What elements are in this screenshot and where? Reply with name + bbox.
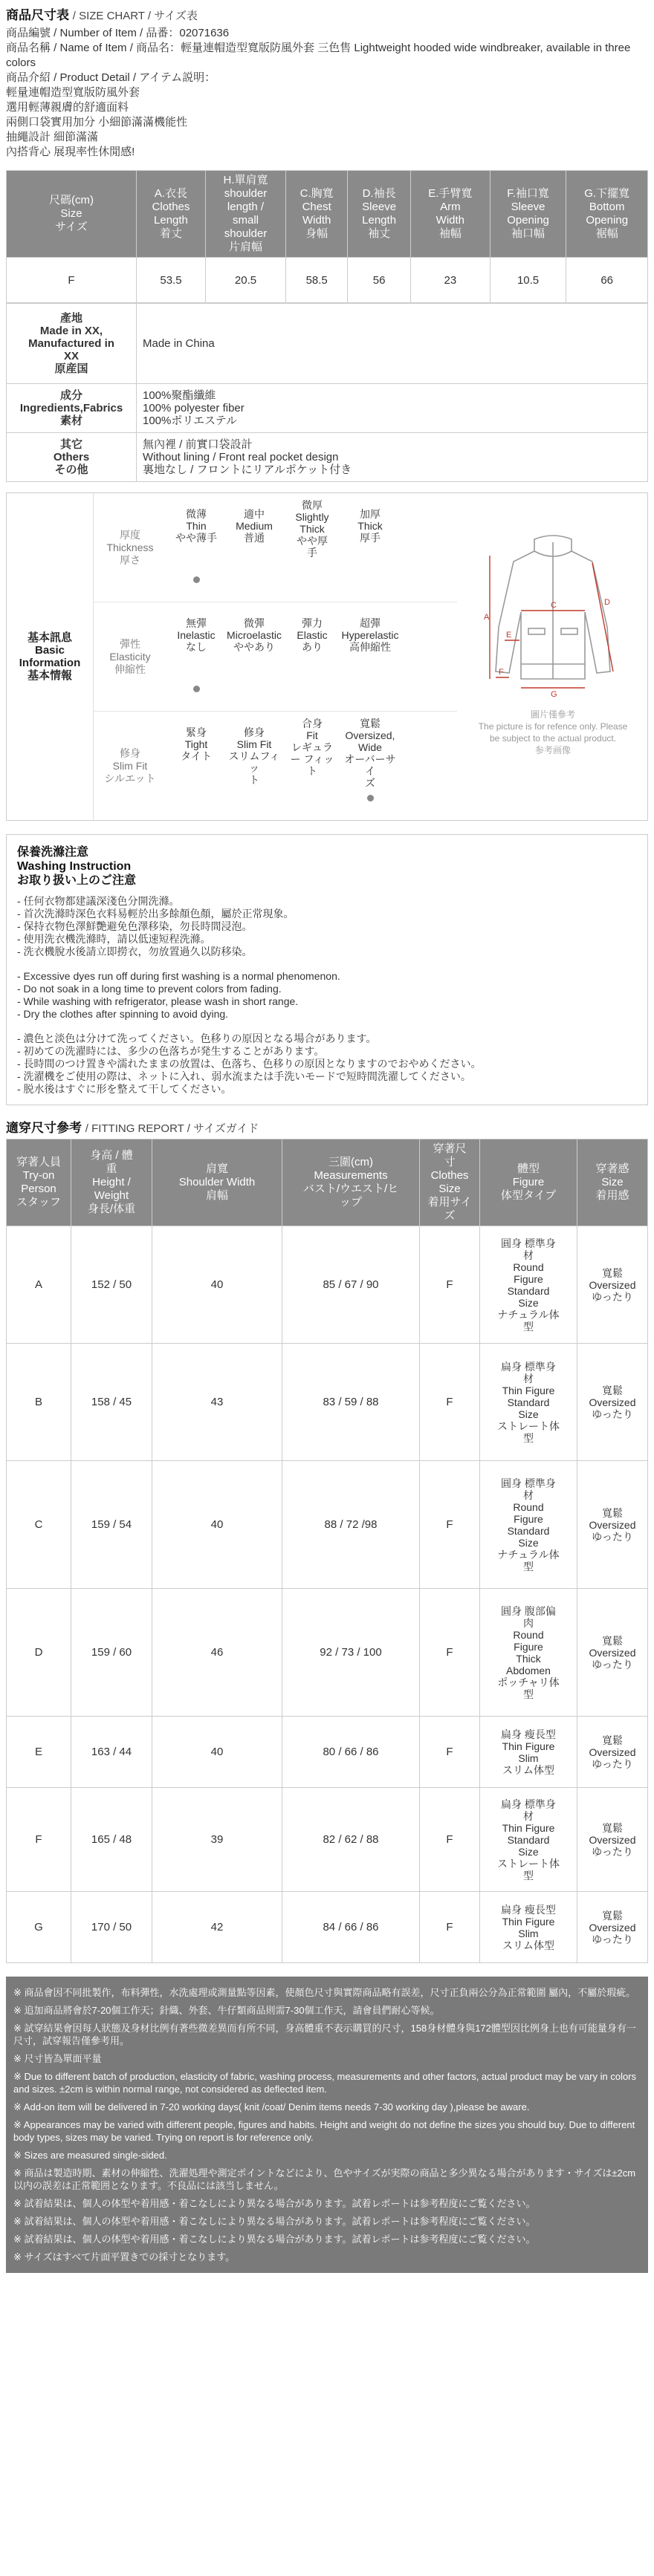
product-meta-table [6,303,648,482]
fit-height-weight: 165 / 48 [71,1788,152,1892]
note-line: ※ 試着結果は、個人の体型や着用感・着こなしにより異なる場合があります。試着レポートは参考程度にご覧ください。 [13,2216,536,2227]
fit-person: F [7,1788,71,1892]
fit-person: B [7,1344,71,1461]
product-detail-line: 兩側口袋實用加分 小細節滿滿機能性 [6,116,188,129]
fitting-header-cell: 三圍(cm) Measurements バスト/ウエスト/ヒ ップ [282,1139,420,1226]
feature-option [225,602,283,711]
size-chart-title-main: 商品尺寸表 [6,8,69,22]
size-cell: 58.5 [286,258,348,303]
meta-value: 無內裡 / 前實口袋設計 Without lining / Front real pocket design 裏地なし / フロントにリアルポケット付き [137,433,648,482]
meta-value: 100%聚酯纖維 100% polyester fiber 100%ポリエステル [137,384,648,433]
note-line: ※ 追加商品將會於7-20個工作天；針織、外套、牛仔類商品則需7-30個工作天，請會員們耐心等候。 [13,2005,440,2016]
fit-size: F [420,1892,480,1963]
fit-shoulder: 40 [152,1461,282,1589]
product-name: 商品名稱 / Name of Item / 商品名：輕量連帽造型寬版防風外套 三色售 Lightweight hooded wide windbreaker, available in three colors [6,42,631,69]
fit-height-weight: 170 / 50 [71,1892,152,1963]
fit-figure: 扁身 瘦長型 Thin Figure Slim スリム体型 [480,1717,577,1788]
meta-label: 成分 Ingredients,Fabrics 素材 [7,384,137,433]
size-header-cell: D.袖長 Sleeve Length 袖丈 [348,171,411,258]
fitting-row-g [7,1892,648,1963]
feature-option-label: 適中 Medium 普通 [236,508,273,544]
fitting-row-d [7,1589,648,1717]
feature-option-label: 緊身 Tight タイト [181,726,212,762]
fit-person: E [7,1717,71,1788]
feature-option [167,493,225,602]
feature-option [341,493,399,602]
diagram-letter: A [484,613,490,622]
feature-option [341,712,399,820]
size-table-row [7,258,648,303]
fit-person: G [7,1892,71,1963]
fit-shoulder: 39 [152,1788,282,1892]
note-line: ※ 尺寸皆為單面平量 [13,2053,102,2064]
fitting-row-f [7,1788,648,1892]
size-header-cell: C.胸寬 Chest Width 身幅 [286,171,348,258]
washing-instruction-panel [6,834,648,1105]
jacket-diagram [457,493,649,820]
fit-figure: 圓身 腹部偏 肉 Round Figure Thick Abdomen ポッチャリ体 型 [480,1589,577,1717]
size-chart-title-sub: / SIZE CHART / サイズ表 [72,10,198,22]
selected-dot-icon [193,686,200,692]
washing-line: - 洗衣機脫水後請立即撈衣，勿放置過久以防移染。 [17,946,253,957]
size-cell: 56 [348,258,411,303]
washing-line: - 首次洗滌時深色衣料易輕於出多餘顏色顏，屬於正常現象。 [17,908,294,920]
fit-size: F [420,1344,480,1461]
size-cell: 20.5 [205,258,285,303]
fit-measurements: 88 / 72 /98 [282,1461,420,1589]
note-line: ※ Appearances may be varied with different people, figures and habits. Height and weight do not define the sizes you should buy. Due to different body types, sizes may be varied. Trying on report is for reference only. [13,2119,635,2143]
fitting-row-e [7,1717,648,1788]
washing-line: - Dry the clothes after spinning to avoid dying. [17,1008,229,1020]
fit-measurements: 85 / 67 / 90 [282,1226,420,1344]
feature-name: 彈性 Elasticity 伸縮性 [109,637,151,675]
diagram-letter: F [499,668,504,677]
meta-row-others [7,433,648,482]
note-line: ※ 試着結果は、個人の体型や着用感・着こなしにより異なる場合があります。試着レポートは参考程度にご覧ください。 [13,2234,536,2245]
fitting-title-main: 適穿尺寸參考 [6,1121,82,1135]
fit-shoulder: 46 [152,1589,282,1717]
fit-shoulder: 43 [152,1344,282,1461]
fit-feel: 寬鬆 Oversized ゆったり [577,1892,648,1963]
washing-line: - 洗濯機をご使用の際は、ネットに入れ、弱水流または手洗いモードで短時間洗濯してください。 [17,1070,471,1082]
size-header-cell: 尺碼(cm) Size サイズ [7,171,137,258]
diagram-letter: E [506,631,512,640]
feature-option [167,602,225,711]
fit-figure: 扁身 標準身 材 Thin Figure Standard Size ストレート体 型 [480,1788,577,1892]
feature-option-label: 寬鬆 Oversized, Wide オーバーサイ ズ [344,718,396,789]
fitting-header-cell: 肩寬 Shoulder Width 肩幅 [152,1139,282,1226]
diagram-letter: D [604,598,610,607]
fit-figure: 圓身 標準身 材 Round Figure Standard Size ナチュラル体 型 [480,1461,577,1589]
fit-size: F [420,1226,480,1344]
washing-line: - 長時間のつけ置きや濡れたままの放置は、色落ち、色移りの原因となりますのでおやめください。 [17,1058,482,1070]
feature-option-label: 超彈 Hyperelastic 高伸縮性 [341,617,399,653]
fit-measurements: 83 / 59 / 88 [282,1344,420,1461]
size-header-cell: H.單肩寬 shoulder length / small shoulder 片肩幅 [205,171,285,258]
meta-row-origin [7,304,648,384]
fit-figure: 扁身 標準身 材 Thin Figure Standard Size ストレート体 型 [480,1344,577,1461]
feature-option-label: 無彈 Inelastic なし [177,617,216,653]
fit-feel: 寬鬆 Oversized ゆったり [577,1717,648,1788]
fit-size: F [420,1717,480,1788]
fit-measurements: 80 / 66 / 86 [282,1717,420,1788]
size-cell: F [7,258,137,303]
feature-name: 修身 Slim Fit シルエット [104,747,156,784]
fit-measurements: 84 / 66 / 86 [282,1892,420,1963]
washing-line: - 使用洗衣機洗滌時，請以低速短程洗滌。 [17,933,211,945]
note-line: ※ Sizes are measured single-sided. [13,2150,167,2161]
washing-line: - 任何衣物都建議深淺色分開洗滌。 [17,895,180,907]
notes-panel [6,1977,648,2273]
feature-option-label: 彈力 Elastic あり [297,617,328,653]
fit-size: F [420,1461,480,1589]
fitting-row-c [7,1461,648,1589]
fit-person: A [7,1226,71,1344]
fit-feel: 寬鬆 Oversized ゆったり [577,1788,648,1892]
fit-measurements: 82 / 62 / 88 [282,1788,420,1892]
fit-size: F [420,1589,480,1717]
size-chart-title [6,0,648,26]
feature-option [225,493,283,602]
fit-figure: 圓身 標準身 材 Round Figure Standard Size ナチュラル体 型 [480,1226,577,1344]
note-line: ※ 試着結果は、個人の体型や着用感・着こなしにより異なる場合があります。試着レポートは参考程度にご覧ください。 [13,2198,536,2209]
feature-row-fit [93,712,457,820]
size-header-cell: E.手臂寬 Arm Width 袖幅 [410,171,490,258]
size-cell: 23 [410,258,490,303]
feature-option [225,712,283,820]
product-number: 商品編號 / Number of Item / 品番：02071636 [6,27,230,39]
fit-feel: 寬鬆 Oversized ゆったり [577,1226,648,1344]
size-header-cell: F.袖口寬 Sleeve Opening 袖口幅 [490,171,566,258]
washing-group-en [17,970,637,1021]
fit-feel: 寬鬆 Oversized ゆったり [577,1589,648,1717]
washing-line: - 保持衣物色澤鮮艷避免色澤移染，勿長時間浸泡。 [17,920,253,932]
fitting-title-sub: / FITTING REPORT / サイズガイド [85,1122,259,1135]
fitting-row-a [7,1226,648,1344]
note-line: ※ 商品會因不同批製作，布料彈性，水洗處理或測量點等因素，使顏色尺寸與實際商品略有誤差，尺寸正負兩公分為正常範圍 屬內，不屬於瑕疵。 [13,1987,636,1998]
size-table [6,170,648,303]
size-header-cell: G.下擺寬 Bottom Opening 裾幅 [566,171,648,258]
diagram-letter: G [551,690,557,699]
fitting-header-cell: 穿著尺 寸 Clothes Size 着用サイ ズ [420,1139,480,1226]
fit-height-weight: 152 / 50 [71,1226,152,1344]
basic-info-grid [93,493,457,820]
product-detail-line: 抽繩設計 細節滿滿 [6,131,99,143]
jacket-outline-icon [457,493,649,701]
fit-shoulder: 40 [152,1226,282,1344]
diagram-caption: 圖片僅參考 The picture is for refence only. Please be subject to the actual product. 参考画像 [478,709,628,755]
fitting-report-title [6,1113,648,1139]
note-line: ※ 試穿結果會因每人狀態及身材比例有著些微差異而有所不同，身高體重不表示購買的尺寸，158身材體身與172體型因比例身上也有可能量身有一尺寸，試穿報告僅參考用。 [13,2023,636,2046]
note-line: ※ Due to different batch of production, elasticity of fabric, washing process, measurements and other factors, actual product may be vary in colors and sizes. ±2cm is within normal range, not considered as deflected item. [13,2071,637,2095]
selected-dot-icon [367,795,374,801]
selected-dot-icon [193,576,200,583]
washing-line: - 初めての洗濯時には、多少の色落ちが発生することがあります。 [17,1045,325,1057]
fitting-table-header [7,1139,648,1226]
feature-row-elasticity [93,602,457,712]
fit-person: C [7,1461,71,1589]
washing-line: - Do not soak in a long time to prevent colors from fading. [17,983,282,995]
size-cell: 66 [566,258,648,303]
diagram-letter: C [551,601,557,610]
meta-label: 產地 Made in XX, Manufactured in XX 原産国 [7,304,137,384]
meta-value: Made in China [137,304,648,384]
feature-name: 厚度 Thickness 厚さ [106,528,154,566]
fit-shoulder: 42 [152,1892,282,1963]
fit-figure: 扁身 瘦長型 Thin Figure Slim スリム体型 [480,1892,577,1963]
washing-line: - 脱水後はすぐに形を整えて干してください。 [17,1083,232,1095]
fitting-header-cell: 體型 Figure 体型タイプ [480,1139,577,1226]
washing-line: - Excessive dyes run off during first washing is a normal phenomenon. [17,970,340,982]
fit-shoulder: 40 [152,1717,282,1788]
feature-option [167,712,225,820]
feature-option [283,712,341,820]
product-info [6,26,648,160]
meta-label: 其它 Others その他 [7,433,137,482]
fit-height-weight: 159 / 54 [71,1461,152,1589]
fitting-header-cell: 穿著感 Size 着用感 [577,1139,648,1226]
feature-option-label: 加厚 Thick 厚手 [357,508,383,544]
note-line: ※ Add-on item will be delivered in 7-20 working days( knit /coat/ Denim items needs 7-30 working day ),please be aware. [13,2101,530,2112]
fit-height-weight: 163 / 44 [71,1717,152,1788]
washing-line: - While washing with refrigerator, please wash in short range. [17,995,299,1007]
fitting-header-cell: 穿著人員 Try-on Person スタッフ [7,1139,71,1226]
basic-info-panel [6,492,648,821]
size-cell: 10.5 [490,258,566,303]
fitting-row-b [7,1344,648,1461]
feature-option [341,602,399,711]
feature-option-label: 合身 Fit レギュラ ー フィッ ト [290,718,334,777]
product-detail-line: 選用輕薄親膚的舒適面料 [6,101,129,114]
size-cell: 53.5 [137,258,206,303]
fit-person: D [7,1589,71,1717]
washing-title: 保養洗滌注意 Washing Instruction お取り扱い上のご注意 [17,846,137,887]
fit-feel: 寬鬆 Oversized ゆったり [577,1344,648,1461]
product-detail-label: 商品介紹 / Product Detail / アイテム説明： [6,71,216,84]
size-header-cell: A.衣長 Clothes Length 着丈 [137,171,206,258]
size-table-header [7,171,648,258]
feature-option [283,493,341,602]
feature-option-label: 微薄 Thin やや薄手 [175,508,217,544]
fit-height-weight: 158 / 45 [71,1344,152,1461]
fit-size: F [420,1788,480,1892]
product-detail-line: 內搭背心 展現率性休閒感! [6,146,135,158]
fitting-table [6,1139,648,1963]
washing-line: - 濃色と淡色は分けて洗ってください。色移りの原因となる場合があります。 [17,1032,377,1044]
washing-group-zh [17,895,637,958]
basic-info-label: 基本訊息 Basic Information 基本情報 [7,493,94,820]
feature-option [283,602,341,711]
feature-option-label: 微厚 Slightly Thick やや厚 手 [295,499,329,559]
feature-option-label: 微彈 Microelastic ややあり [227,617,282,653]
product-detail-line: 輕量連帽造型寬版防風外套 [6,86,140,99]
fit-measurements: 92 / 73 / 100 [282,1589,420,1717]
note-line: ※ 商品は製造時期、素材の伸縮性、洗濯処理や測定ポイントなどにより、色やサイズが実際の商品と多少異なる場合があります・サイズは±2cm以内の誤差は正常範囲となります。不良品には該当しません。 [13,2167,636,2191]
fit-feel: 寬鬆 Oversized ゆったり [577,1461,648,1589]
washing-group-ja [17,1032,637,1096]
fitting-header-cell: 身高 / 體 重 Height / Weight 身長/体重 [71,1139,152,1226]
feature-row-thickness [93,493,457,602]
meta-row-fabric [7,384,648,433]
feature-option-label: 修身 Slim Fit スリムフィッ ト [228,726,280,786]
fit-height-weight: 159 / 60 [71,1589,152,1717]
note-line: ※ サイズはすべて片面平置きでの採寸となります。 [13,2251,236,2263]
